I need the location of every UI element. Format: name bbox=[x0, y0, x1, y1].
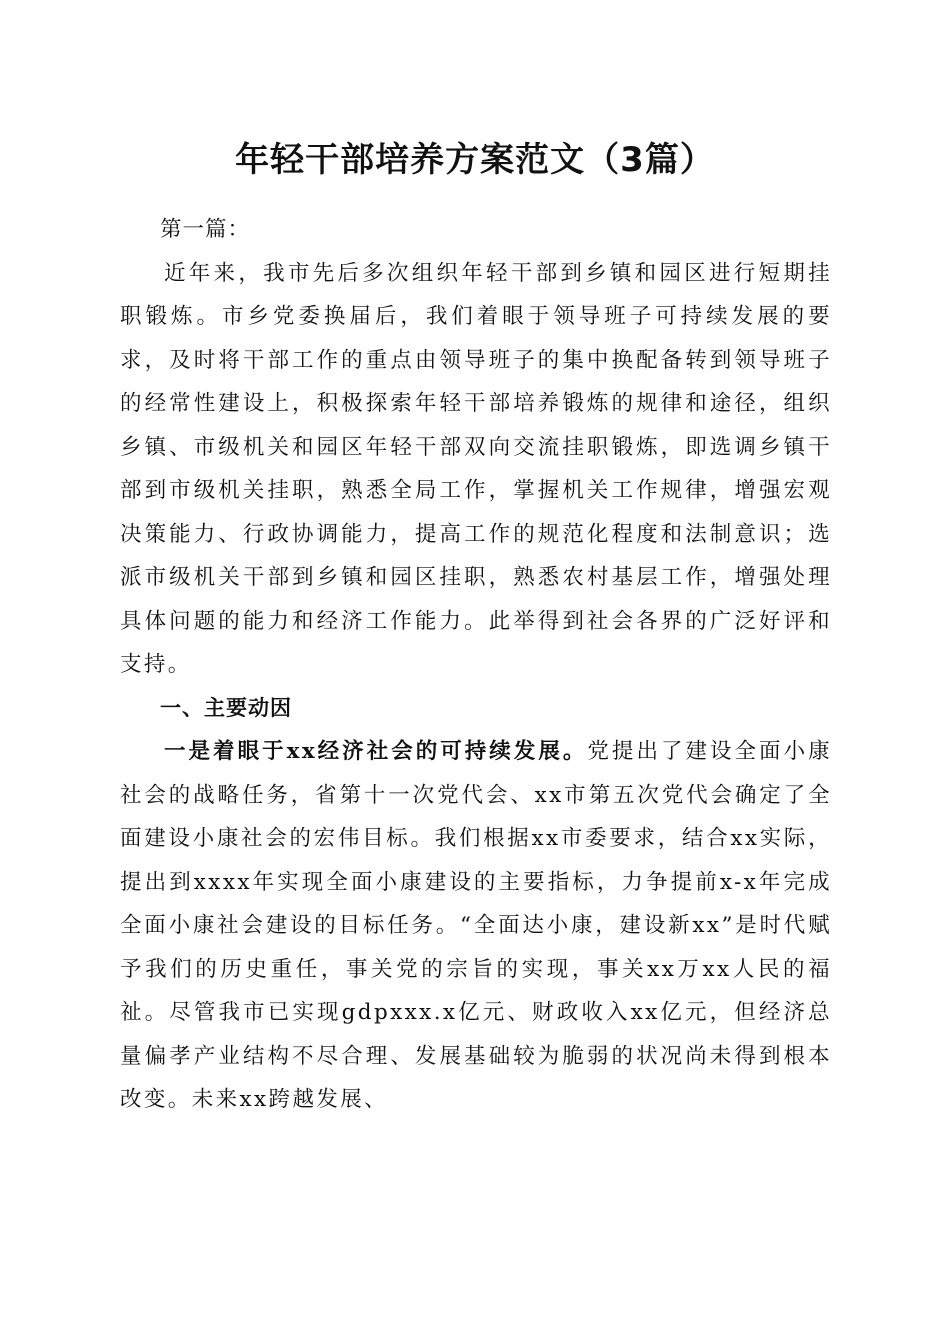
section-label: 第一篇： bbox=[160, 217, 251, 242]
point-one-lead: 一是着眼于xx经济社会的可持续发展。 bbox=[164, 739, 588, 764]
intro-paragraph: 近年来，我市先后多次组织年轻干部到乡镇和园区进行短期挂职锻炼。市乡党委换届后，我们着眼于领导班子可持续发展的要求，及时将干部工作的重点由领导班子的集中换配备转到领导班子的经常性建设上，积极探索年轻干部培养锻炼的规律和途径，组织乡镇、市级机关和园区年轻干部双向交流挂职锻炼，即选调乡镇干部到市级机关挂职，熟悉全局工作，掌握机关工作规律，增强宏观决策能力、行政协调能力，提高工作的规范化程度和法制意识；选派市级机关干部到乡镇和园区挂职，熟悉农村基层工作，增强处理具体问题的能力和经济工作能力。此举得到社会各界的广泛好评和支持。 bbox=[120, 260, 832, 677]
document-title: 年轻干部培养方案范文（3篇） bbox=[235, 140, 715, 180]
document-body bbox=[120, 208, 832, 1122]
section-heading: 一、主要动因 bbox=[160, 695, 292, 720]
point-one-text: 党提出了建设全面小康社会的战略任务，省第十一次党代会、xx市第五次党代会确定了全面建设小康社会的宏伟目标。我们根据xx市委要求，结合xx实际，提出到xxxx年实现全面小康建设的主要指标，力争提前x-x年完成全面小康社会建设的目标任务。“全面达小康，建设新xx”是时代赋予我们的历史重任，事关党的宗旨的实现，事关xx万xx人民的福祉。尽管我市已实现gdpxxx.x亿元、财政收入xx亿元，但经济总量偏孝产业结构不尽合理、发展基础较为脆弱的状况尚未得到根本改变。未来xx跨越发展、 bbox=[120, 739, 832, 1112]
point-one-paragraph bbox=[120, 730, 832, 1122]
